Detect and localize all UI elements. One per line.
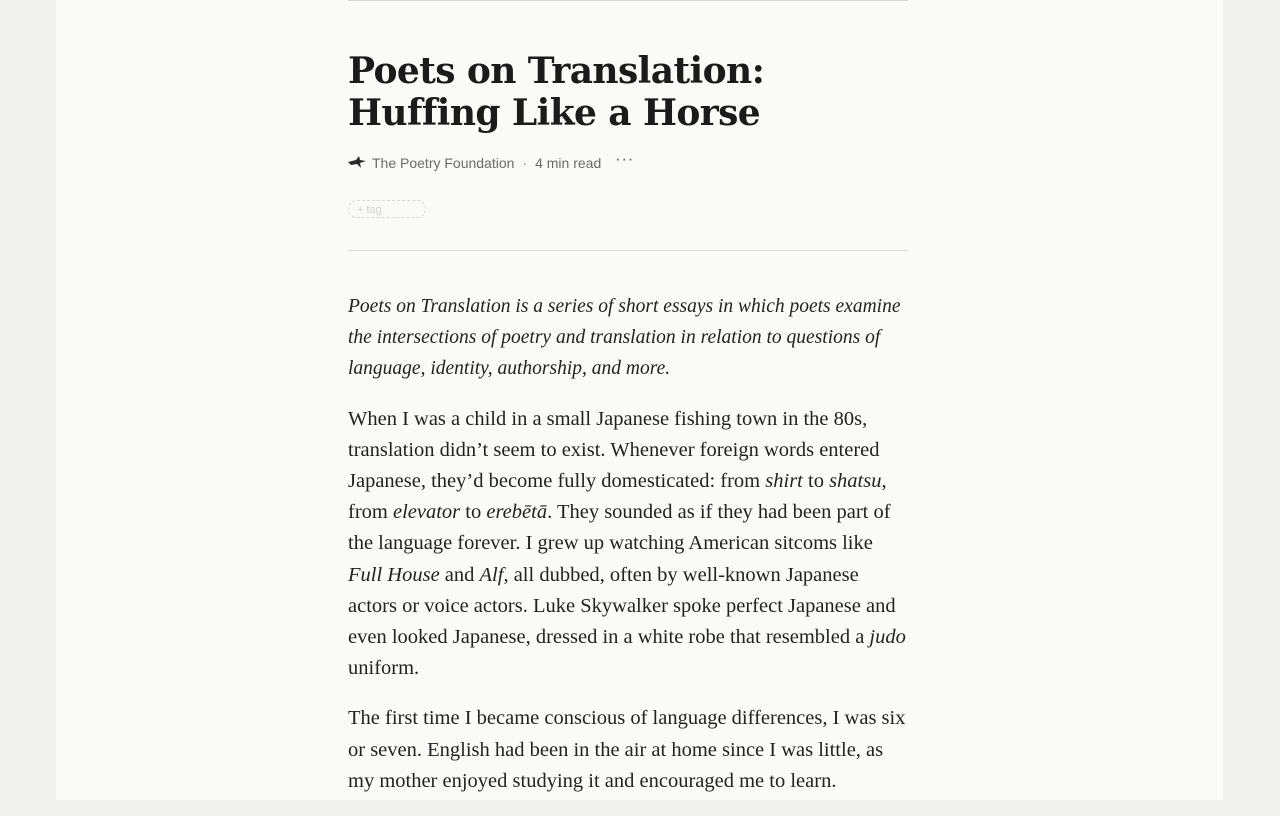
text-span: , from xyxy=(348,470,887,524)
text-span: to xyxy=(802,470,830,493)
top-divider xyxy=(348,0,908,1)
byline-separator: · xyxy=(522,155,528,171)
italic-word: shatsu xyxy=(829,470,882,493)
italic-title: Alf xyxy=(479,563,504,586)
author-name[interactable]: The Poetry Foundation xyxy=(372,155,515,171)
text-span: to xyxy=(460,501,487,524)
header-divider xyxy=(348,250,908,251)
italic-word: erebētā xyxy=(486,501,548,524)
text-span: and xyxy=(439,563,480,586)
poetry-foundation-logo-icon xyxy=(348,156,366,170)
body-paragraph-1 xyxy=(348,404,908,685)
text-span: . They sounded as if they had been part of the language forever. I grew up watching American sitcoms like xyxy=(348,501,891,555)
read-time: 4 min read xyxy=(535,155,602,171)
italic-word: shirt xyxy=(765,470,803,493)
article-title: Poets on Translation: Huffing Like a Horse xyxy=(348,50,765,134)
italic-word: elevator xyxy=(392,501,461,524)
text-span: When I was a child in a small Japanese fishing town in the 80s, translation didn’t seem to exist. Whenever foreign words entered Japanese, they’d become fully domesticated: from xyxy=(348,407,880,493)
text-span: uniform. xyxy=(348,657,420,680)
byline xyxy=(348,152,908,174)
reader-page xyxy=(56,0,1223,800)
article-column xyxy=(348,0,908,816)
italic-title: Full House xyxy=(348,563,440,586)
italic-word: judo xyxy=(869,626,906,649)
article-body xyxy=(348,291,908,797)
intro-paragraph: Poets on Translation is a series of short essays in which poets examine the intersections of poetry and translation in relation to questions of language, identity, authorship, and more. xyxy=(348,296,901,380)
text-span: , all dubbed, often by well-known Japanese actors or voice actors. Luke Skywalker spoke perfect Japanese and even looked Japanese, dressed in a white robe that resembled a xyxy=(348,563,896,649)
more-options-icon[interactable]: ··· xyxy=(615,151,635,168)
add-tag-button[interactable]: + tag xyxy=(348,200,426,218)
body-paragraph-2: The first time I became conscious of language differences, I was six or seven. English had been in the air at home since I was little, as my mother enjoyed studying it and encouraged me to learn. xyxy=(348,707,906,792)
